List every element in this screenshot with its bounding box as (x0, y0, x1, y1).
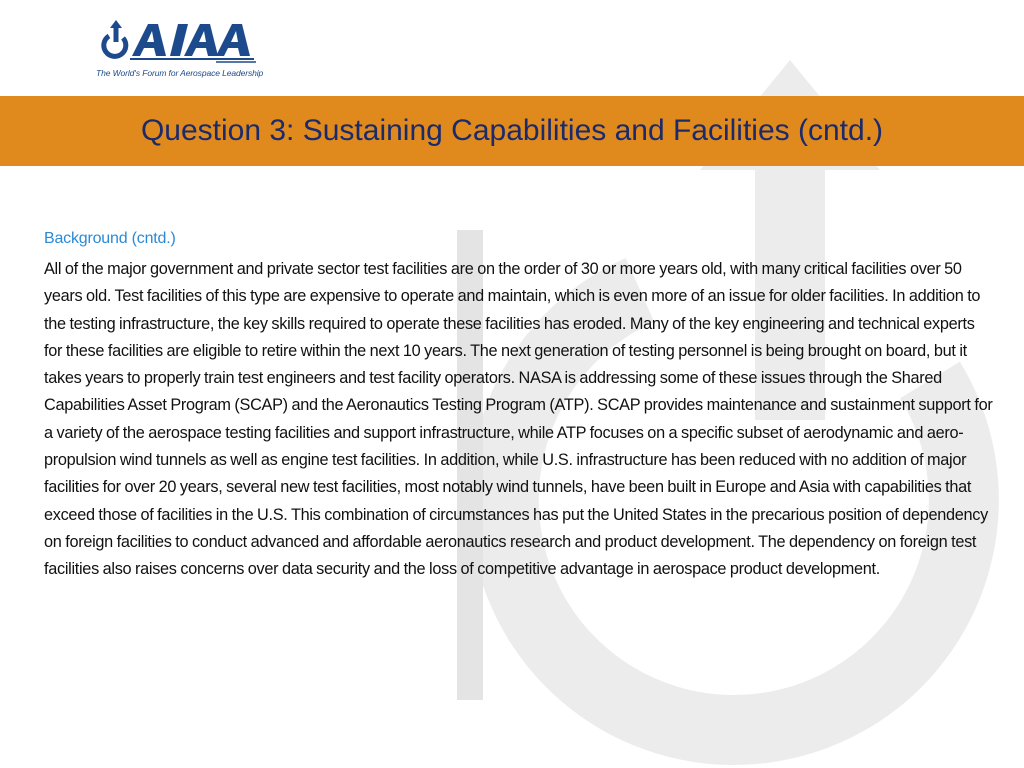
slide-title: Question 3: Sustaining Capabilities and Facilities (cntd.) (140, 114, 884, 147)
aiaa-logo (96, 18, 266, 84)
subheading: Background (cntd.) (44, 230, 176, 247)
logo-tagline: The World's Forum for Aerospace Leadership (96, 68, 264, 78)
slide-content (44, 230, 994, 584)
body-paragraph: All of the major government and private sector test facilities are on the order of 30 or more years old, with many critical facilities over 50 years old. Test facilities of this type are expensive to operate and maintain, which is even more of an issue for older facilities. In addition to the testing infrastructure, the key skills required to operate these facilities has eroded. Many of the key engineering and technical experts for these facilities are eligible to retire within the next 10 years. The next generation of testing personnel is being brought on board, but it takes years to properly train test engineers and test facility operators. NASA is addressing some of these issues through the Shared Capabilities Asset Program (SCAP) and the Aeronautics Testing Program (ATP). SCAP provides maintenance and sustainment support for a variety of the aerospace testing facilities and support infrastructure, while ATP focuses on a specific subset of aerodynamic and aero-propulsion wind tunnels as well as engine test facilities. In addition, while U.S. infrastructure has been reduced with no addition of major facilities for over 20 years, several new test facilities, most notably wind tunnels, have been built in Europe and Asia with capabilities that exceed those of facilities in the U.S. This combination of circumstances has put the United States in the precarious position of dependency on foreign facilities to conduct advanced and affordable aeronautics research and product development. The dependency on foreign test facilities also raises concerns over data security and the loss of competitive advantage in aerospace product development. (44, 260, 993, 579)
aiaa-logo-icon (96, 18, 266, 66)
title-bar (0, 96, 1024, 166)
